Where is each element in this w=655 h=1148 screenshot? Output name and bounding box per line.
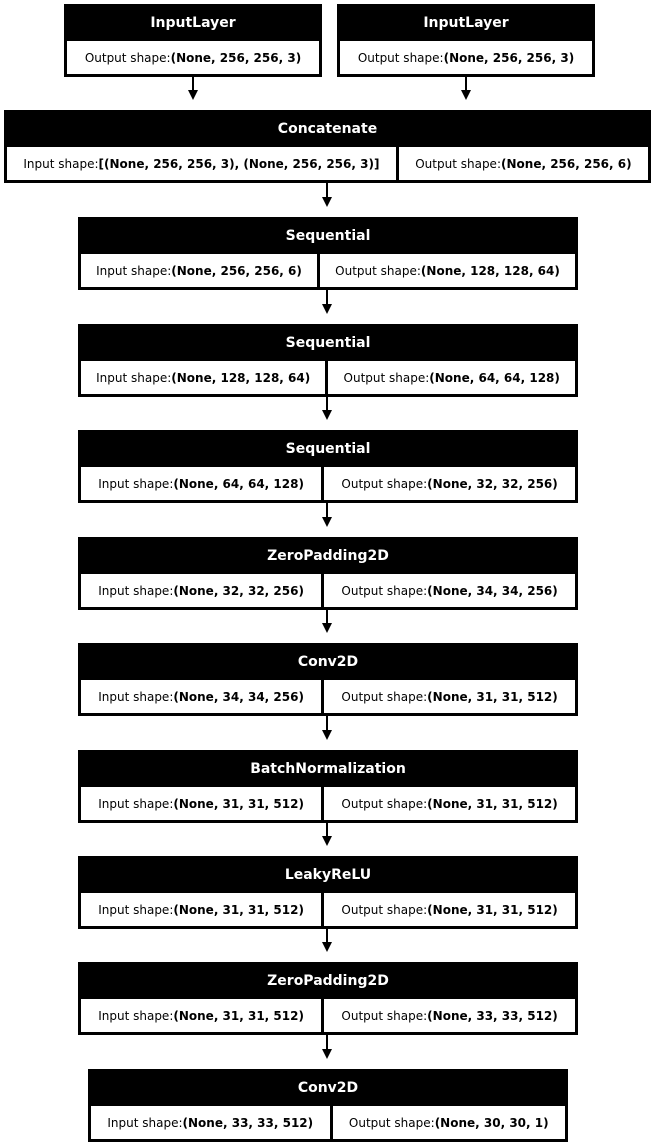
input-shape-cell xyxy=(81,574,321,607)
arrow-head-icon xyxy=(322,1049,332,1069)
edge-input1-to-concatenate xyxy=(187,77,199,110)
input-shape-value: (None, 256, 256, 6) xyxy=(171,263,302,278)
output-shape-cell xyxy=(340,41,592,74)
node-title: Sequential xyxy=(285,440,371,457)
output-shape-label: Output shape: xyxy=(341,476,428,491)
input-shape-cell xyxy=(81,680,321,713)
input-shape-value: (None, 64, 64, 128) xyxy=(173,476,304,491)
input-shape-cell xyxy=(7,147,396,180)
arrow-head-icon xyxy=(322,730,332,750)
input-shape-value: (None, 34, 34, 256) xyxy=(173,689,304,704)
input-shape-cell xyxy=(81,467,321,500)
node-input-layer-2 xyxy=(337,4,595,77)
node-title: LeakyReLU xyxy=(284,866,372,883)
input-shape-value: (None, 31, 31, 512) xyxy=(173,1008,304,1023)
output-shape-label: Output shape: xyxy=(341,583,428,598)
input-shape-label: Input shape: xyxy=(98,476,174,491)
node-zero-padding2d-2 xyxy=(78,962,578,1035)
node-sequential-1 xyxy=(78,217,578,290)
node-shape-row xyxy=(78,361,578,397)
input-shape-label: Input shape: xyxy=(96,370,172,385)
edge-leakyrelu-to-zeropadding2 xyxy=(321,929,333,962)
node-title: InputLayer xyxy=(150,14,236,31)
input-shape-label: Input shape: xyxy=(23,156,99,171)
output-shape-cell xyxy=(67,41,319,74)
arrow-head-icon xyxy=(322,942,332,962)
node-shape-row xyxy=(78,893,578,929)
output-shape-label: Output shape: xyxy=(343,370,430,385)
input-shape-value: (None, 128, 128, 64) xyxy=(171,370,311,385)
arrow-head-icon xyxy=(322,623,332,643)
node-conv2d-2 xyxy=(88,1069,568,1142)
edge-line xyxy=(326,1035,328,1049)
edge-line xyxy=(326,397,328,410)
input-shape-value: (None, 31, 31, 512) xyxy=(173,796,304,811)
input-shape-cell xyxy=(91,1106,330,1139)
input-shape-label: Input shape: xyxy=(98,689,174,704)
output-shape-label: Output shape: xyxy=(341,902,428,917)
output-shape-label: Output shape: xyxy=(415,156,501,171)
edge-line xyxy=(326,610,328,623)
node-shape-row xyxy=(88,1106,568,1142)
output-shape-value: (None, 128, 128, 64) xyxy=(420,263,560,278)
node-concatenate xyxy=(4,110,651,183)
node-sequential-3 xyxy=(78,430,578,503)
node-zero-padding2d-1 xyxy=(78,537,578,610)
output-shape-cell xyxy=(324,893,575,926)
node-shape-row xyxy=(64,41,322,77)
edge-sequential1-to-sequential2 xyxy=(321,290,333,324)
input-shape-value: (None, 31, 31, 512) xyxy=(173,902,304,917)
output-shape-cell xyxy=(324,680,575,713)
output-shape-value: (None, 256, 256, 3) xyxy=(170,50,302,65)
node-input-layer-1 xyxy=(64,4,322,77)
input-shape-cell xyxy=(81,787,321,820)
output-shape-value: (None, 34, 34, 256) xyxy=(427,583,558,598)
input-shape-cell xyxy=(81,254,317,287)
input-shape-cell xyxy=(81,361,325,394)
edge-line xyxy=(326,929,328,942)
node-shape-row xyxy=(78,467,578,503)
node-title: InputLayer xyxy=(423,14,509,31)
output-shape-value: (None, 256, 256, 6) xyxy=(501,156,632,171)
output-shape-label: Output shape: xyxy=(348,1115,435,1130)
edge-line xyxy=(326,183,328,197)
node-shape-row xyxy=(78,574,578,610)
node-title: Conv2D xyxy=(297,653,359,670)
edge-line xyxy=(465,77,467,90)
node-title: Concatenate xyxy=(277,120,378,137)
output-shape-label: Output shape: xyxy=(341,796,428,811)
input-shape-label: Input shape: xyxy=(107,1115,183,1130)
output-shape-value: (None, 30, 30, 1) xyxy=(434,1115,549,1130)
node-shape-row xyxy=(78,680,578,716)
output-shape-label: Output shape: xyxy=(357,50,444,65)
input-shape-label: Input shape: xyxy=(98,902,174,917)
edge-line xyxy=(326,716,328,730)
node-title: Sequential xyxy=(285,334,371,351)
input-shape-value: (None, 33, 33, 512) xyxy=(182,1115,314,1130)
node-title: Sequential xyxy=(285,227,371,244)
node-conv2d-1 xyxy=(78,643,578,716)
input-shape-label: Input shape: xyxy=(98,796,174,811)
edge-batchnorm-to-leakyrelu xyxy=(321,823,333,856)
node-sequential-2 xyxy=(78,324,578,397)
output-shape-label: Output shape: xyxy=(341,1008,428,1023)
node-shape-row xyxy=(337,41,595,77)
edge-sequential3-to-zeropadding1 xyxy=(321,503,333,537)
input-shape-label: Input shape: xyxy=(96,263,172,278)
input-shape-cell xyxy=(81,893,321,926)
arrow-head-icon xyxy=(322,836,332,856)
arrow-head-icon xyxy=(188,90,198,110)
edge-sequential2-to-sequential3 xyxy=(321,397,333,430)
node-title: ZeroPadding2D xyxy=(267,547,389,564)
output-shape-value: (None, 64, 64, 128) xyxy=(429,370,560,385)
input-shape-label: Input shape: xyxy=(98,583,174,598)
output-shape-cell xyxy=(324,574,575,607)
output-shape-cell xyxy=(324,467,575,500)
arrow-head-icon xyxy=(461,90,471,110)
node-shape-row xyxy=(4,147,651,183)
edge-conv2d1-to-batchnorm xyxy=(321,716,333,750)
output-shape-cell xyxy=(324,999,575,1032)
output-shape-cell xyxy=(399,147,648,180)
edge-input2-to-concatenate xyxy=(460,77,472,110)
input-shape-value: [(None, 256, 256, 3), (None, 256, 256, 3)] xyxy=(98,156,380,171)
edge-line xyxy=(192,77,194,90)
node-title: BatchNormalization xyxy=(250,760,406,777)
edge-line xyxy=(326,823,328,836)
arrow-head-icon xyxy=(322,410,332,430)
node-shape-row xyxy=(78,999,578,1035)
output-shape-value: (None, 31, 31, 512) xyxy=(427,796,558,811)
output-shape-value: (None, 33, 33, 512) xyxy=(427,1008,558,1023)
node-batch-normalization xyxy=(78,750,578,823)
output-shape-cell xyxy=(320,254,575,287)
node-title: Conv2D xyxy=(297,1079,359,1096)
output-shape-value: (None, 256, 256, 3) xyxy=(443,50,575,65)
edge-zeropadding1-to-conv2d1 xyxy=(321,610,333,643)
output-shape-value: (None, 31, 31, 512) xyxy=(427,902,558,917)
node-shape-row xyxy=(78,787,578,823)
edge-line xyxy=(326,503,328,517)
output-shape-cell xyxy=(328,361,575,394)
output-shape-label: Output shape: xyxy=(84,50,171,65)
edge-concatenate-to-sequential1 xyxy=(321,183,333,217)
arrow-head-icon xyxy=(322,517,332,537)
output-shape-value: (None, 32, 32, 256) xyxy=(427,476,558,491)
output-shape-cell xyxy=(324,787,575,820)
arrow-head-icon xyxy=(322,304,332,324)
output-shape-label: Output shape: xyxy=(335,263,421,278)
input-shape-value: (None, 32, 32, 256) xyxy=(173,583,304,598)
edge-line xyxy=(326,290,328,304)
output-shape-label: Output shape: xyxy=(341,689,428,704)
edge-zeropadding2-to-conv2d2 xyxy=(321,1035,333,1069)
node-shape-row xyxy=(78,254,578,290)
input-shape-label: Input shape: xyxy=(98,1008,174,1023)
node-title: ZeroPadding2D xyxy=(267,972,389,989)
input-shape-cell xyxy=(81,999,321,1032)
node-leaky-relu xyxy=(78,856,578,929)
output-shape-cell xyxy=(333,1106,565,1139)
arrow-head-icon xyxy=(322,197,332,217)
output-shape-value: (None, 31, 31, 512) xyxy=(427,689,558,704)
